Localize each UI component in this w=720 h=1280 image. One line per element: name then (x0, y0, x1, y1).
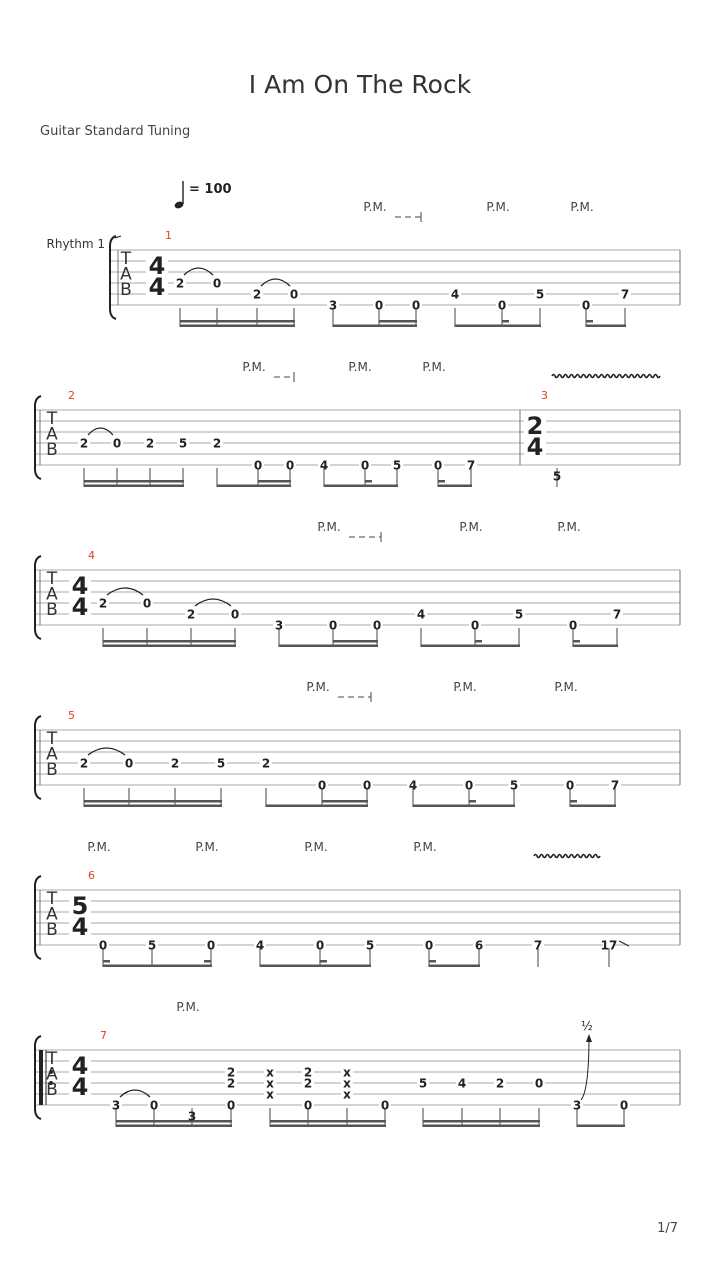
beam-secondary (84, 480, 184, 483)
beam-stub (502, 320, 509, 323)
system-6 (35, 1034, 680, 1127)
palm-mute-label: P.M. (242, 360, 266, 374)
fret-number: 2 (145, 436, 155, 451)
tab-clef-letter: A (120, 264, 132, 285)
fret-number: 0 (565, 778, 575, 793)
fret-number: x (266, 1076, 274, 1091)
palm-mute-label: P.M. (570, 200, 594, 214)
time-signature-top: 4 (71, 1052, 89, 1080)
palm-mute-label: P.M. (453, 680, 477, 694)
fret-number: 5 (535, 287, 545, 302)
beam-stub (365, 480, 372, 483)
palm-mute-label: P.M. (176, 1000, 200, 1014)
beam (438, 485, 472, 488)
fret-number: 2 (495, 1076, 505, 1091)
fret-number: 0 (619, 1098, 629, 1113)
beam (180, 325, 295, 328)
fret-number: 5 (147, 938, 157, 953)
beam-secondary (258, 480, 291, 483)
fret-number: 0 (581, 298, 591, 313)
beam-stub (438, 480, 445, 483)
tuning-label: Guitar Standard Tuning (40, 124, 191, 139)
beam-stub (570, 800, 577, 803)
palm-mute-label: P.M. (557, 520, 581, 534)
fret-number: 2 (226, 1076, 236, 1091)
fret-number: 2 (252, 287, 262, 302)
measure-number: 6 (88, 869, 95, 882)
time-signature-top: 4 (148, 252, 166, 280)
beam-secondary (270, 1120, 386, 1123)
beam (413, 805, 515, 808)
tab-clef-letter: T (46, 1049, 58, 1069)
fret-number: 2 (261, 756, 271, 771)
fret-number: 5 (365, 938, 375, 953)
song-title: I Am On The Rock (248, 70, 472, 99)
tab-clef-letter: T (120, 249, 132, 269)
fret-number: 6 (474, 938, 484, 953)
beam-secondary (322, 800, 368, 803)
fret-number: 3 (328, 298, 338, 313)
fret-number: 4 (408, 778, 418, 793)
beam (423, 1125, 540, 1128)
tab-clef-letter: B (120, 280, 132, 300)
fret-number: 3 (274, 618, 284, 633)
beam (103, 965, 212, 968)
fret-number: 2 (226, 1065, 236, 1080)
beam-stub (469, 800, 476, 803)
fret-number: 7 (612, 607, 622, 622)
palm-mute-label: P.M. (422, 360, 446, 374)
time-signature-bottom: 4 (526, 433, 544, 461)
fret-number: 5 (418, 1076, 428, 1091)
fret-number: 0 (226, 1098, 236, 1113)
beam-secondary (84, 800, 222, 803)
palm-mute-label: P.M. (195, 840, 219, 854)
tab-clef-letter: B (46, 600, 58, 620)
fret-number: 0 (372, 618, 382, 633)
fret-number: 0 (206, 938, 216, 953)
fret-number: 7 (466, 458, 476, 473)
fret-number: 5 (178, 436, 188, 451)
beam-secondary (116, 1120, 232, 1123)
palm-mute-label: P.M. (459, 520, 483, 534)
fret-number: 4 (255, 938, 265, 953)
fret-number: 0 (424, 938, 434, 953)
fret-number: x (343, 1087, 351, 1102)
system-4 (35, 692, 680, 807)
fret-number: 0 (98, 938, 108, 953)
fret-number: 0 (470, 618, 480, 633)
palm-mute-label: P.M. (413, 840, 437, 854)
system-5 (35, 855, 680, 968)
tab-clef-letter: A (46, 904, 58, 925)
time-signature-bottom: 4 (71, 1073, 89, 1101)
fret-number: 5 (392, 458, 402, 473)
fret-number: 0 (212, 276, 222, 291)
fret-number: x (343, 1076, 351, 1091)
system-2 (35, 372, 680, 487)
tab-clef-letter: A (46, 744, 58, 765)
tab-clef-letter: B (46, 440, 58, 460)
system-1 (110, 181, 680, 327)
vibrato-line (534, 855, 600, 858)
fret-number: 0 (362, 778, 372, 793)
fret-number: 2 (98, 596, 108, 611)
fret-number: 0 (112, 436, 122, 451)
bend-curve (581, 1036, 589, 1100)
measure-number: 7 (100, 1029, 107, 1042)
measure-number: 3 (541, 389, 548, 402)
tab-clef-letter: T (46, 569, 58, 589)
beam-secondary (423, 1120, 540, 1123)
fret-number: 0 (124, 756, 134, 771)
time-signature-top: 5 (71, 892, 89, 920)
fret-number: 7 (620, 287, 630, 302)
beam (270, 1125, 386, 1128)
tab-clef-letter: A (46, 424, 58, 445)
fret-number: 2 (79, 756, 89, 771)
palm-mute-label: P.M. (317, 520, 341, 534)
fret-number: 0 (230, 607, 240, 622)
time-signature-top: 4 (71, 572, 89, 600)
fret-number: 17 (600, 938, 618, 953)
palm-mute-label: P.M. (486, 200, 510, 214)
fret-number: 4 (319, 458, 329, 473)
fret-number: 5 (509, 778, 519, 793)
fret-number: 2 (303, 1076, 313, 1091)
beam-secondary (379, 320, 417, 323)
palm-mute-label: P.M. (304, 840, 328, 854)
palm-mute-label: P.M. (306, 680, 330, 694)
beam (333, 325, 417, 328)
beam-stub (475, 640, 482, 643)
tab-clef-letter: A (46, 584, 58, 605)
fret-number: 2 (79, 436, 89, 451)
beam-secondary (103, 640, 236, 643)
measure-number: 1 (165, 229, 172, 242)
fret-number: 4 (416, 607, 426, 622)
measure-number: 4 (88, 549, 95, 562)
beam-stub (320, 960, 327, 963)
fret-number: 0 (464, 778, 474, 793)
fret-number: 2 (186, 607, 196, 622)
tab-clef-letter: B (46, 920, 58, 940)
fret-number: x (266, 1065, 274, 1080)
fret-number: 0 (317, 778, 327, 793)
tab-clef-letter: T (46, 889, 58, 909)
fret-number: 0 (253, 458, 263, 473)
fret-number: 7 (610, 778, 620, 793)
beam-stub (204, 960, 211, 963)
beam (573, 645, 618, 648)
fret-number: 0 (303, 1098, 313, 1113)
fret-number: 2 (175, 276, 185, 291)
fret-number: 5 (216, 756, 226, 771)
fret-number: 0 (497, 298, 507, 313)
system-3 (35, 532, 680, 647)
fret-number: 0 (380, 1098, 390, 1113)
fret-number: 0 (411, 298, 421, 313)
fret-number: 0 (289, 287, 299, 302)
fret-number: 3 (111, 1098, 121, 1113)
beam (266, 805, 368, 808)
fret-number: 5 (514, 607, 524, 622)
beam-secondary (333, 640, 378, 643)
beam (577, 1125, 625, 1128)
fret-number: 4 (457, 1076, 467, 1091)
palm-mute-label: P.M. (554, 680, 578, 694)
repeat-thick-bar (39, 1050, 43, 1105)
beam-stub (103, 960, 110, 963)
bend-amount: ½ (581, 1019, 593, 1033)
fret-number: 3 (572, 1098, 582, 1113)
beam (103, 645, 236, 648)
palm-mute-label: P.M. (363, 200, 387, 214)
time-signature-bottom: 4 (148, 273, 166, 301)
beam (116, 1125, 232, 1128)
palm-mute-label: P.M. (348, 360, 372, 374)
system-bracket (110, 236, 116, 319)
fret-number: 0 (142, 596, 152, 611)
beam-secondary (180, 320, 295, 323)
fret-number: x (343, 1065, 351, 1080)
tempo-marking: = 100 (189, 182, 232, 197)
fret-number: 0 (149, 1098, 159, 1113)
beam (279, 645, 378, 648)
bend-arrow (586, 1034, 592, 1042)
measure-number: 5 (68, 709, 75, 722)
fret-number: 7 (533, 938, 543, 953)
beam-stub (586, 320, 593, 323)
fret-number: 0 (534, 1076, 544, 1091)
vibrato-line (552, 375, 660, 378)
fret-number: 0 (568, 618, 578, 633)
tab-clef-letter: T (46, 729, 58, 749)
beam (421, 645, 520, 648)
beam (260, 965, 371, 968)
measure-number: 2 (68, 389, 75, 402)
beam (570, 805, 616, 808)
beam (455, 325, 541, 328)
beam (324, 485, 398, 488)
time-signature-bottom: 4 (71, 913, 89, 941)
beam-stub (573, 640, 580, 643)
fret-number: 4 (450, 287, 460, 302)
beam (429, 965, 480, 968)
fret-number: 0 (315, 938, 325, 953)
fret-number: 0 (285, 458, 295, 473)
fret-number: 5 (552, 469, 562, 484)
palm-mute-label: P.M. (87, 840, 111, 854)
time-signature-top: 2 (526, 412, 544, 440)
fret-number: 0 (374, 298, 384, 313)
page-number: 1/7 (657, 1221, 678, 1236)
track-name: Rhythm 1 (46, 237, 105, 251)
fret-number: 0 (433, 458, 443, 473)
tab-clef-letter: T (46, 409, 58, 429)
time-signature-bottom: 4 (71, 593, 89, 621)
fret-number: 0 (360, 458, 370, 473)
fret-number: 0 (328, 618, 338, 633)
beam (84, 805, 222, 808)
fret-number: x (266, 1087, 274, 1102)
tab-clef-letter: A (46, 1064, 58, 1085)
tab-clef-letter: B (46, 760, 58, 780)
beam (217, 485, 291, 488)
fret-number: 2 (303, 1065, 313, 1080)
fret-number: 2 (170, 756, 180, 771)
fret-number: 3 (187, 1109, 197, 1124)
tab-clef-letter: B (46, 1080, 58, 1100)
fret-number: 2 (212, 436, 222, 451)
beam (84, 485, 184, 488)
beam-stub (429, 960, 436, 963)
beam (586, 325, 626, 328)
